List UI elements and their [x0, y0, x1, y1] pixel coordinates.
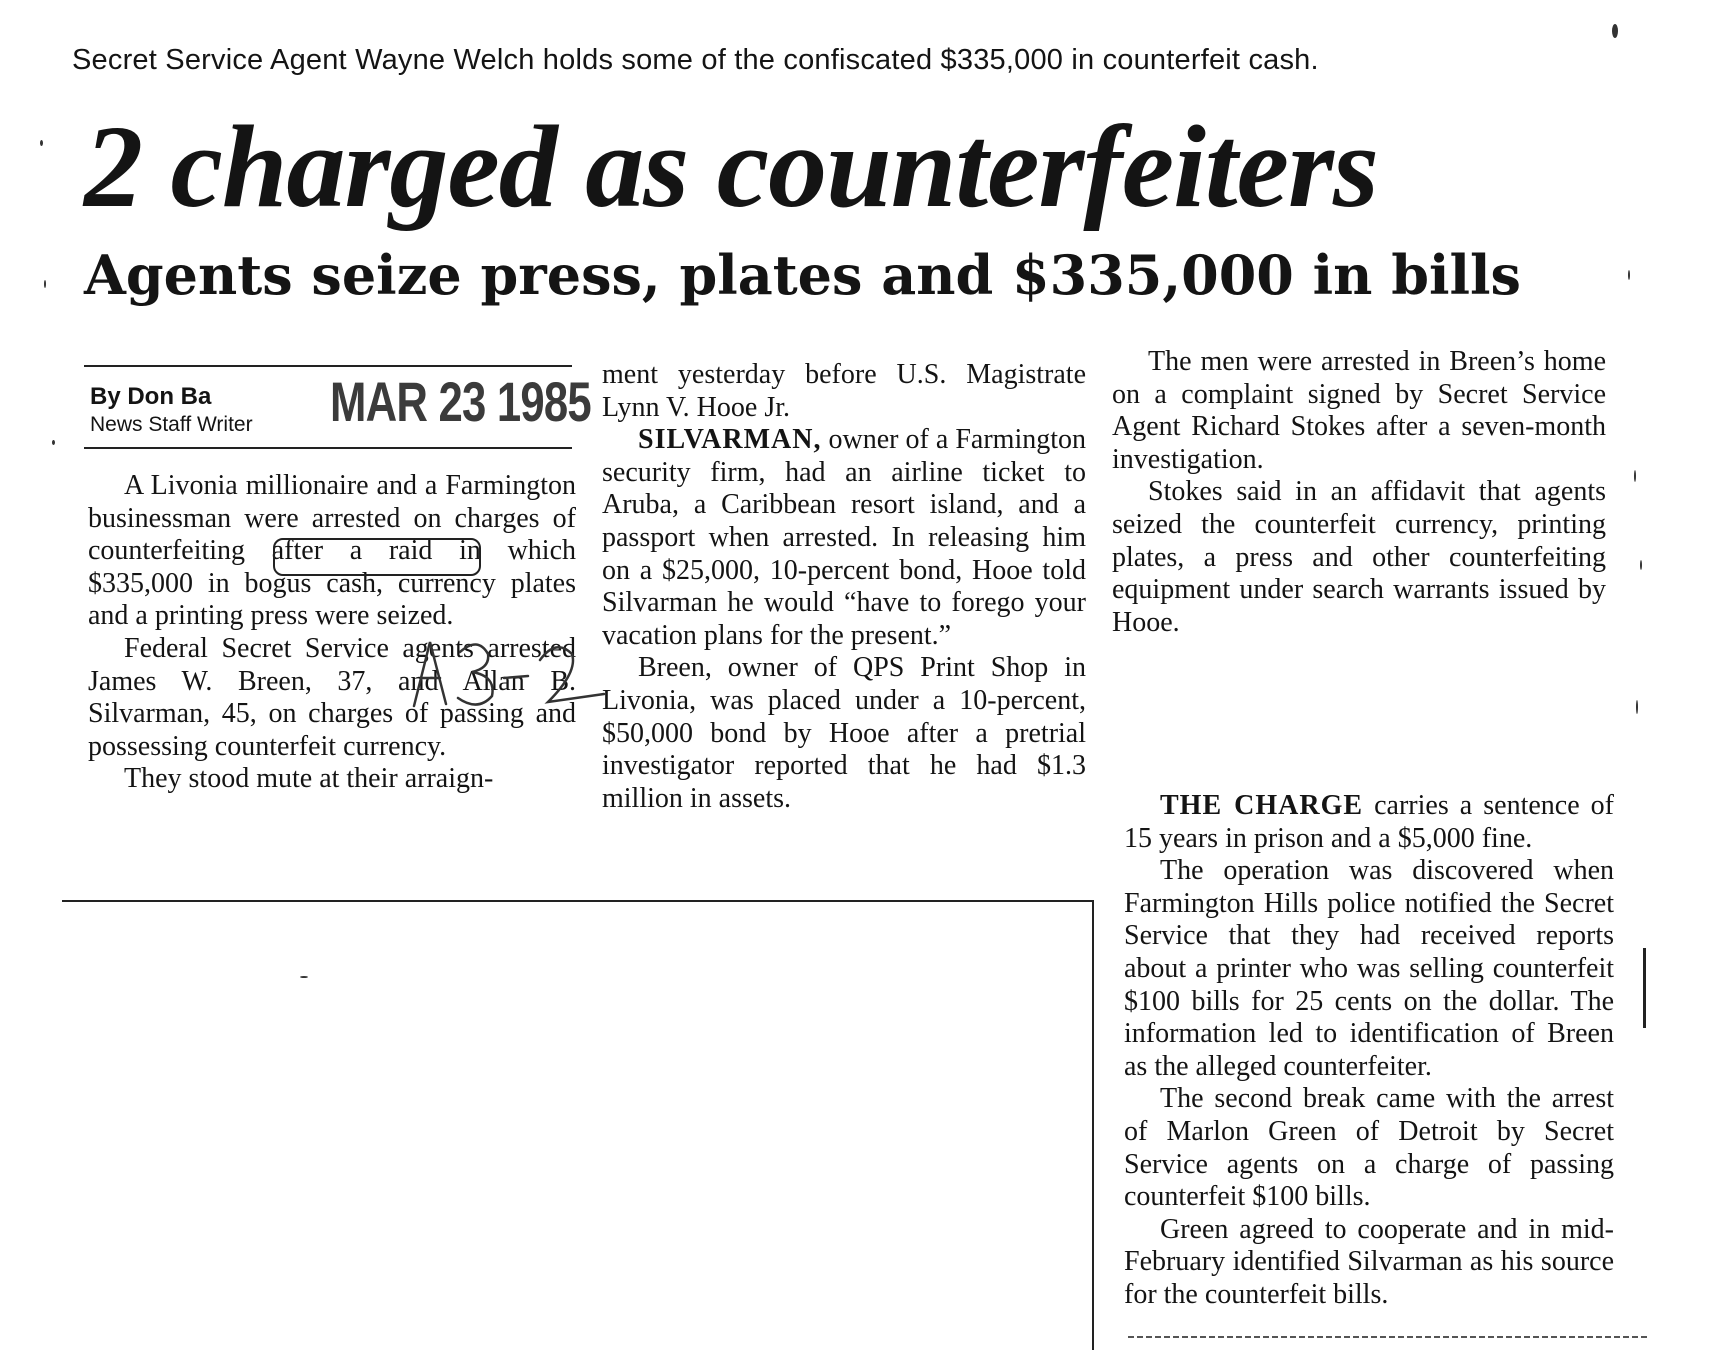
speck [52, 440, 55, 445]
byline-box [84, 365, 591, 449]
paragraph [602, 424, 1086, 652]
paragraph: They stood mute at their arraign- [124, 763, 494, 795]
article-column-3 [1112, 346, 1606, 639]
handwritten-stroke [458, 644, 493, 704]
article-column-2 [602, 359, 1086, 815]
paragraph: Stokes said in an affidavit that agents seized the counterfeit currency, printing plates, a press and other counterfeiting equipment under search warrants issued by Hooe. [1112, 476, 1606, 638]
paragraph: The men were arrested in Breen’s home on a complaint signed by Secret Service Agent Richard Stokes after a seven-month investigation. [1112, 346, 1606, 475]
paragraph: ment yesterday before U.S. Magistrate Lynn V. Hooe Jr. [602, 359, 1086, 423]
speck [1640, 560, 1642, 570]
handwritten-stroke [414, 642, 446, 706]
speck [300, 976, 308, 978]
subheadline: Agents seize press, plates and $335,000 in bills [84, 243, 1521, 307]
handwritten-stroke [504, 676, 528, 678]
speck [1612, 24, 1618, 38]
paragraph-text: carries a sentence of 15 years in prison and a $5,000 fine. [1124, 790, 1615, 854]
paragraph [1124, 790, 1614, 855]
article-column-4 [1124, 790, 1614, 1312]
speck [40, 140, 43, 146]
speck [1628, 270, 1630, 280]
date-stamp: MAR 23 1985 [330, 370, 591, 433]
handwritten-stroke [540, 647, 604, 702]
column-divider-vertical [1092, 900, 1094, 1350]
paragraph: Breen, owner of QPS Print Shop in Livonia, was placed under a 10-percent, $50,000 bond by Hooe after a pretrial investigator reported that he had $1.3 million in assets. [602, 652, 1086, 814]
headline: 2 charged as counterfeiters [84, 101, 1378, 232]
column-divider-horizontal [62, 900, 1092, 902]
byline-author: By Don Ba [90, 383, 212, 410]
lead-word: THE CHARGE [1160, 790, 1364, 821]
bottom-rule [1128, 1336, 1648, 1338]
handwritten-note [408, 632, 608, 712]
speck [1636, 700, 1638, 714]
paragraph: Federal Secret Service agents arrested James W. Breen, 37, and Allan B. Silvarman, 45, on charges of passing and possessing counterfeit currency. [88, 632, 576, 762]
paragraph: The second break came with the arrest of Marlon Green of Detroit by Secret Service agents on a charge of passing counterfeit $100 bills. [1124, 1083, 1614, 1213]
edge-mark [1643, 948, 1646, 1028]
lead-word: SILVARMAN, [638, 424, 822, 456]
photo-caption: Secret Service Agent Wayne Welch holds some of the confiscated $335,000 in counterfeit cash. [72, 44, 1319, 76]
paragraph: Green agreed to cooperate and in mid-February identified Silvarman as his source for the counterfeit bills. [1124, 1213, 1614, 1310]
speck [44, 280, 46, 288]
speck [1634, 470, 1636, 482]
byline-role: News Staff Writer [90, 413, 253, 436]
paragraph: A Livonia millionaire and a Farmington businessman were arrested on charges of counterfeiting after a raid in which $335,000 in bogus cash, currency plates and a printing press were seized. [88, 470, 576, 632]
paragraph: The operation was discovered when Farmington Hills police notified the Secret Service that they had received reports about a printer who was selling counterfeit $100 bills for 25 cents on the dollar. The information led to identification of Breen as the alleged counterfeiter. [1124, 855, 1614, 1082]
paragraph-text: owner of a Farmington security firm, had an airline ticket to Aruba, a Caribbean resort island, and a passport when arrested. In releasing him on a $25,000, 10-percent bond, Hooe told Silvarman he would “have to forego your vacation plans for the present.” [602, 424, 1086, 651]
